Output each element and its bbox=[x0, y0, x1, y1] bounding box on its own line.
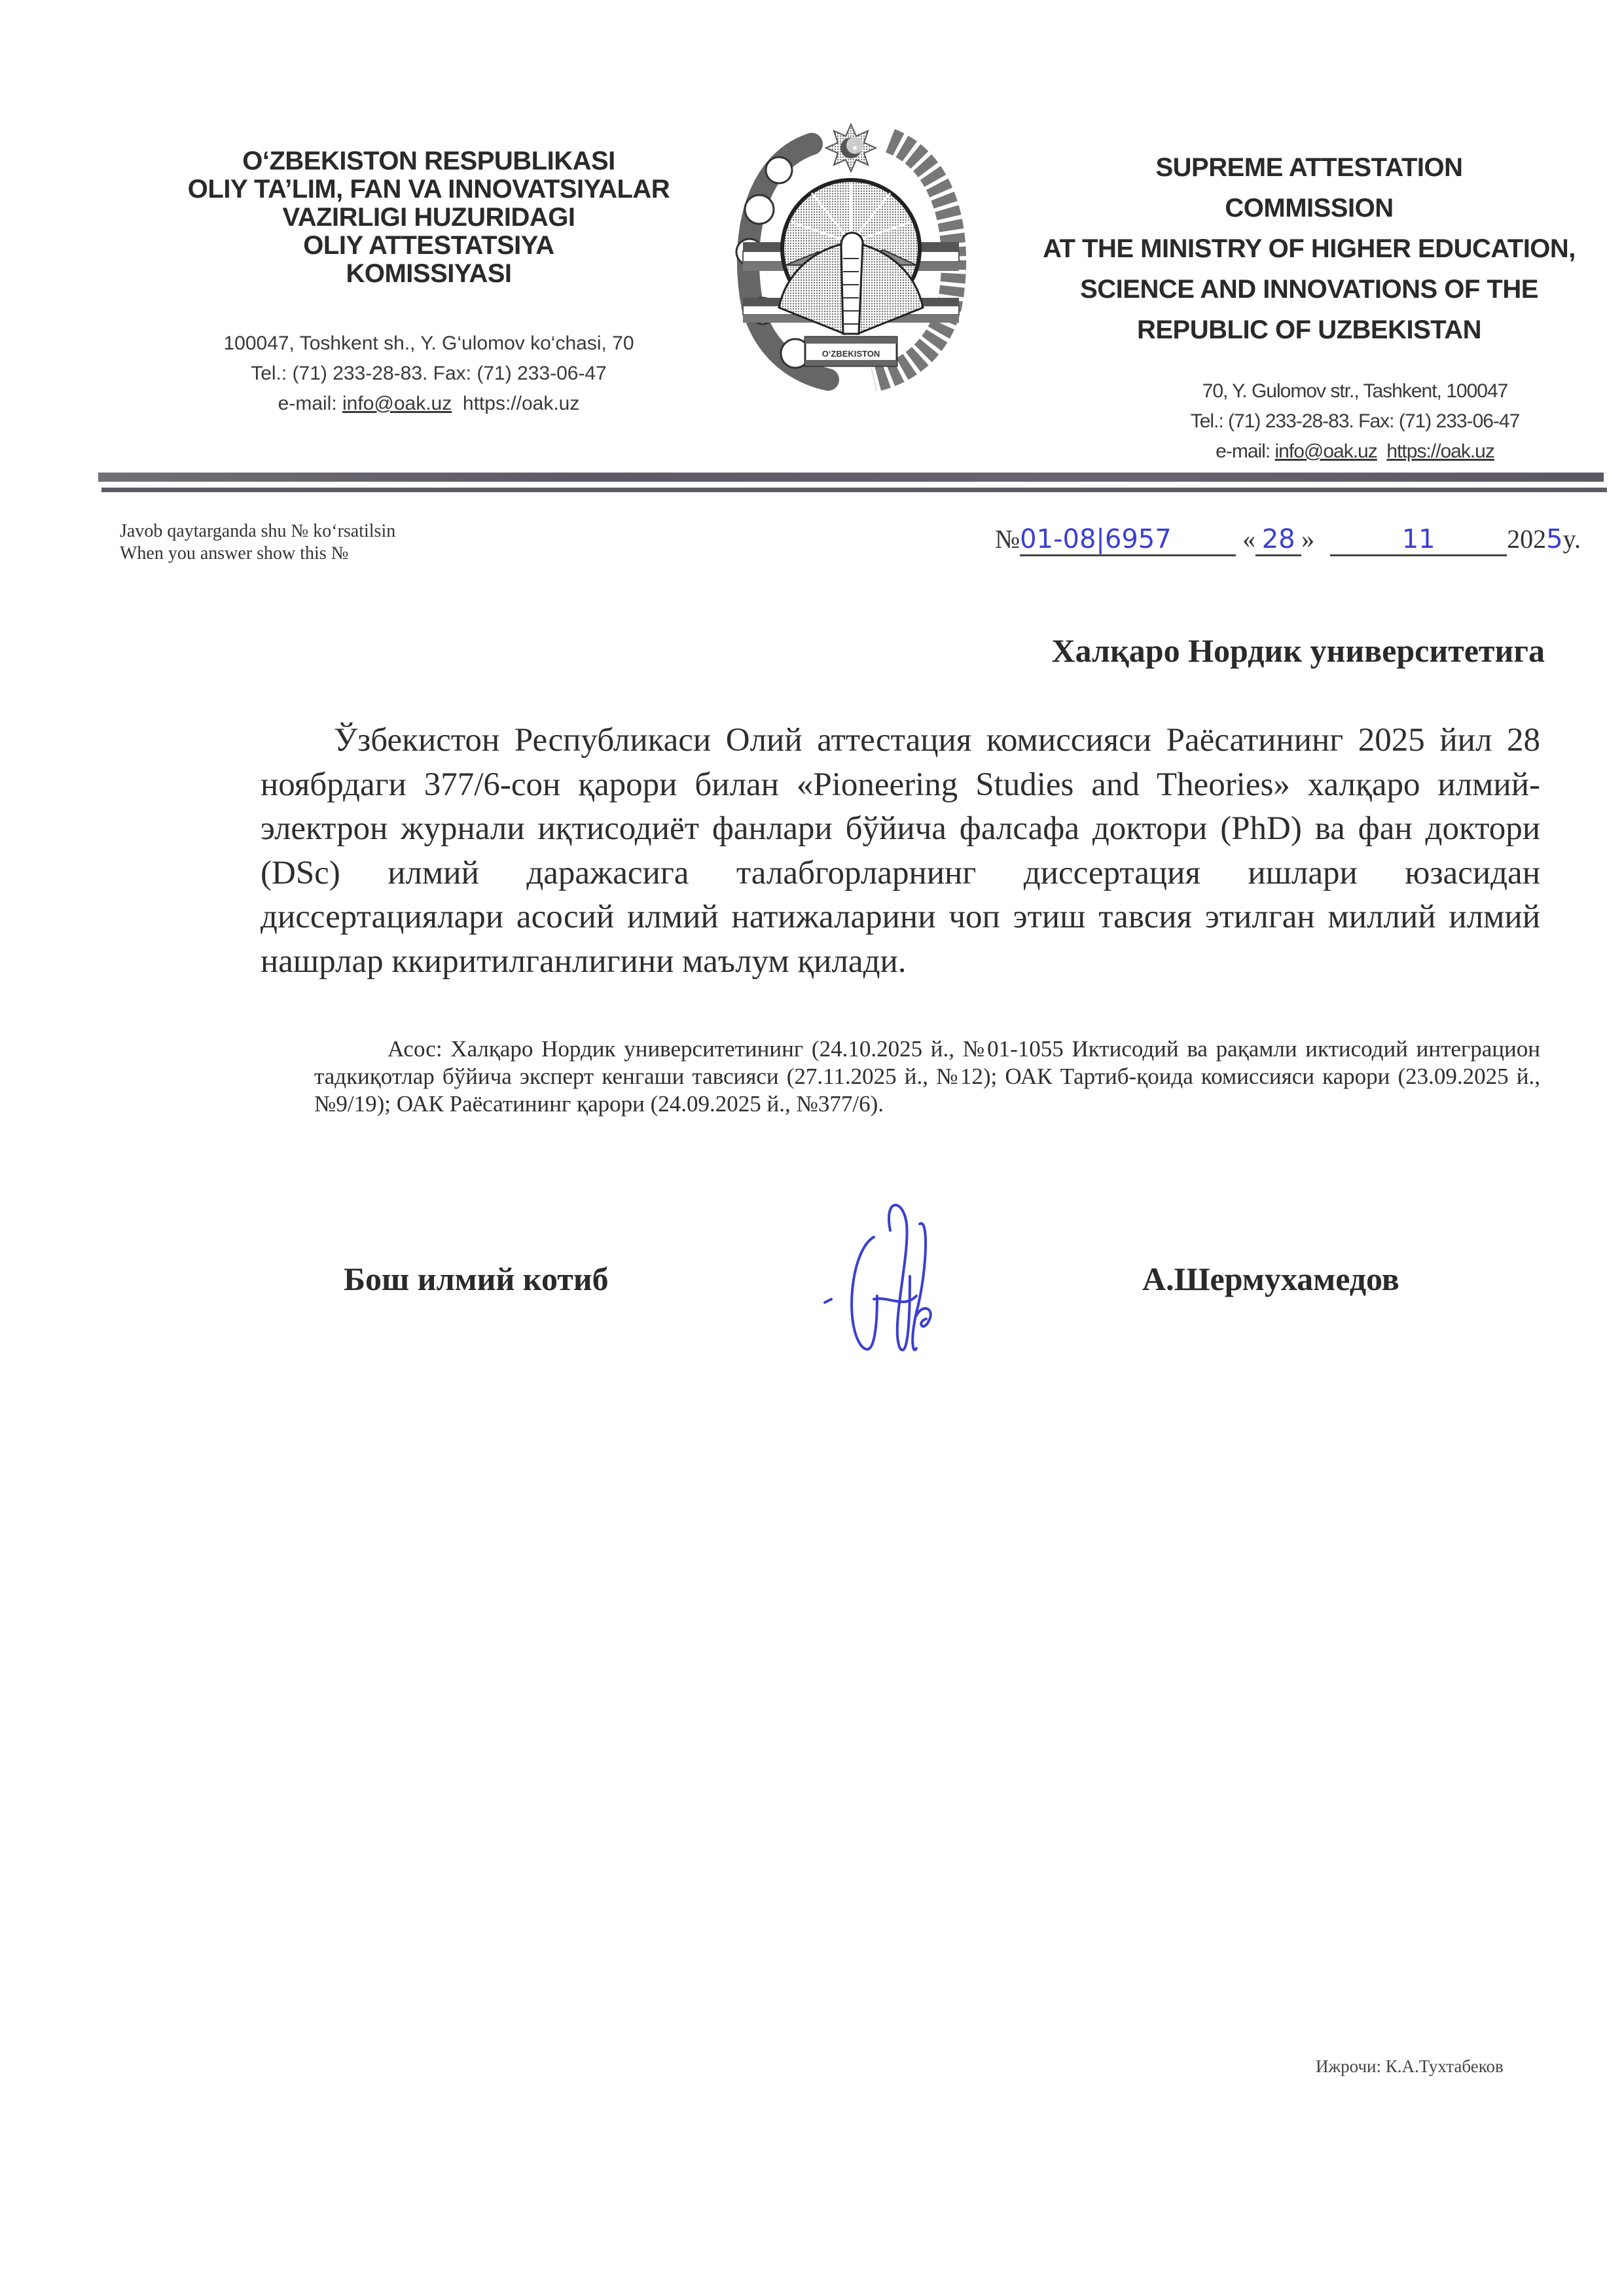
email-line bbox=[151, 389, 707, 419]
state-emblem-icon bbox=[713, 111, 988, 393]
email-link[interactable]: info@oak.uz bbox=[342, 393, 452, 414]
email-label: e-mail: bbox=[278, 393, 337, 414]
org-name-line: AT THE MINISTRY OF HIGHER EDUCATION, bbox=[1043, 234, 1576, 263]
org-name-line: OLIY ATTESTATSIYA bbox=[303, 231, 554, 260]
signatory-name: А.Шермухамедов bbox=[1142, 1261, 1399, 1297]
org-name-line: REPUBLIC OF UZBEKISTAN bbox=[1136, 315, 1482, 344]
reference-number-date bbox=[995, 524, 1581, 556]
org-name-line: OLIY TA’LIM, FAN VA INNOVATSIYALAR bbox=[187, 175, 670, 204]
header-left-uz bbox=[151, 147, 707, 419]
org-name-en bbox=[1008, 147, 1610, 350]
year-unit: y. bbox=[1562, 524, 1581, 554]
reference-note-en: When you answer show this № bbox=[120, 543, 349, 564]
address: 70, Y. Gulomov str., Tashkent, 100047 bbox=[1202, 380, 1508, 402]
letter-body: Ўзбекистон Республикаси Олий аттестация комиссияси Раёсатининг 2025 йил 28 ноябрдаги 377/6-сон қарори билан «Pioneering Studies and Theories» халқаро илмий-электрон журнали иқтисодиёт фанлари бўйича фалсафа доктори (PhD) ва фан доктори (DSc) илмий даражасига талабгорларнинг диссертация ишлари юзасидан диссертациялари асосий илмий натижаларини чоп этиш тавсия этилган миллий илмий нашрлар ккиритилганлигини маълум қилади. bbox=[261, 722, 1540, 980]
org-name-line: SCIENCE AND INNOVATIONS OF THE bbox=[1080, 275, 1538, 304]
org-name-line: O‘ZBEKISTON RESPUBLIKASI bbox=[242, 147, 615, 175]
org-name-uz bbox=[151, 147, 707, 288]
org-name-line: VAZIRLIGI HUZURIDAGI bbox=[282, 203, 575, 232]
email-label: e-mail: bbox=[1216, 440, 1271, 462]
phone: Tel.: (71) 233-28-83. Fax: (71) 233-06-47 bbox=[1190, 410, 1520, 432]
header-divider-thick bbox=[98, 473, 1604, 482]
header-right-en bbox=[1008, 147, 1610, 467]
signatory-role: Бош илмий котиб bbox=[344, 1261, 609, 1297]
reference-note-uz: Javob qaytarganda shu № ko‘rsatilsin bbox=[120, 521, 396, 541]
quote-close: » bbox=[1301, 524, 1315, 554]
outgoing-number: 01-08|6957 bbox=[1020, 524, 1236, 556]
website-link[interactable]: https://oak.uz bbox=[462, 393, 580, 414]
contact-block-en bbox=[1008, 376, 1610, 467]
phone: Tel.: (71) 233-28-83. Fax: (71) 233-06-47 bbox=[251, 363, 607, 384]
reference-note bbox=[120, 520, 395, 565]
executor-note: Ижрочи: К.А.Тухтабеков bbox=[1316, 2056, 1504, 2076]
date-year-prefix: 202 bbox=[1507, 524, 1547, 554]
header-divider-thin bbox=[101, 488, 1607, 492]
emblem-label: O‘ZBEKISTON bbox=[821, 349, 880, 359]
number-sign: № bbox=[995, 524, 1020, 554]
addressee: Халқаро Нордик университетига bbox=[1051, 632, 1545, 669]
letter-basis: Асос: Халқаро Нордик университетининг (24.10.2025 й., №01-1055 Иктисодий ва рақамли иктисодий интеграцион тадкиқотлар бўйича эксперт кенгаши тавсияси (27.11.2025 й., №12); ОАК Тартиб-қоида комиссияси карори (23.09.2025 й., №9/19); ОАК Раёсатининг қарори (24.09.2025 й., №377/6). bbox=[314, 1036, 1540, 1117]
org-name-line: KOMISSIYASI bbox=[346, 259, 512, 288]
org-name-line: COMMISSION bbox=[1225, 194, 1394, 223]
email-line bbox=[1100, 437, 1610, 467]
org-name-line: SUPREME ATTESTATION bbox=[1155, 153, 1463, 182]
date-day: 28 bbox=[1255, 524, 1301, 556]
date-month: 11 bbox=[1330, 524, 1507, 556]
email-link[interactable]: info@oak.uz bbox=[1274, 440, 1377, 462]
date-year-suffix: 5 bbox=[1546, 524, 1563, 554]
contact-block-uz bbox=[151, 329, 707, 419]
quote-open: « bbox=[1242, 524, 1256, 554]
address: 100047, Toshkent sh., Y. G‘ulomov ko‘chasi, 70 bbox=[223, 332, 634, 354]
website-link[interactable]: https://oak.uz bbox=[1386, 440, 1494, 462]
handwritten-signature bbox=[812, 1198, 1034, 1355]
